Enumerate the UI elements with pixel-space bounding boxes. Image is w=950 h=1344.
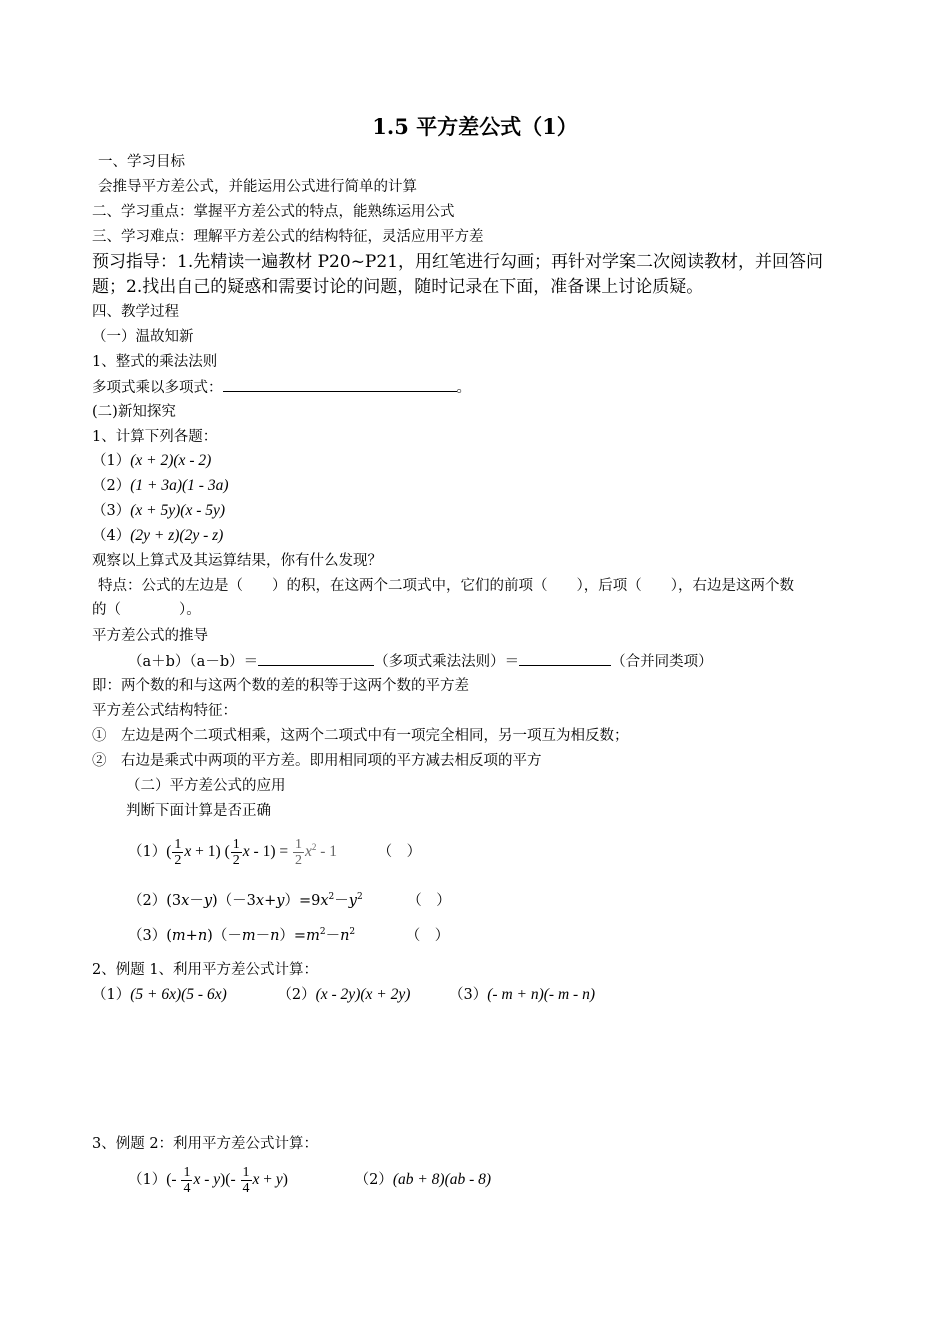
poly-rule-end: 。	[456, 380, 471, 396]
preview-line-2: 题；2.找出自己的疑惑和需要讨论的问题，随时记录在下面，准备课上讨论质疑。	[92, 277, 704, 297]
objectives-text: 会推导平方差公式，并能运用公式进行简单的计算	[98, 179, 417, 195]
judge-heading: 判断下面计算是否正确	[126, 803, 271, 819]
review-heading: （一）温故知新	[92, 329, 194, 345]
judge-item-1: （1）( $\frac{1}{2}$ x + 1) ( $\frac{1}{2}$ x - 1) = $\frac{1}{2}$ $x^2 - 1$ （ ）	[128, 836, 422, 868]
judge-item-2: $(2)(3x-y)(-3x+y)=9x^2-y^2$ （ ）	[128, 892, 451, 909]
derivation-blank-1[interactable]	[258, 651, 374, 666]
poly-rule-line	[92, 377, 471, 398]
preview-line-1: 预习指导：1.先精读一遍教材 P20~P21，用红笔进行勾画；再针对学案二次阅读教材，并回答问	[92, 252, 824, 272]
poly-rule-label: 多项式乘以多项式：	[92, 380, 223, 396]
derivation-line	[128, 651, 713, 672]
page-title: 1.5 平方差公式（1）	[372, 114, 578, 139]
exercise-3: （3）(x + 5y)(x - 5y)	[92, 502, 226, 519]
observe-question: 观察以上算式及其运算结果，你有什么发现？	[92, 553, 382, 569]
structure-item-1: ① 左边是两个二项式相乘，这两个二项式中有一项完全相同，另一项互为相反数；	[92, 728, 629, 744]
example2-heading: 3、例题 2：利用平方差公式计算：	[92, 1136, 319, 1152]
derivation-left: （a＋b）（a－b）＝	[128, 654, 259, 670]
judge-paren-1[interactable]: （ ）	[377, 844, 422, 860]
structure-item-2: ② 右边是乘式中两项的平方差。即用相同项的平方减去相反项的平方	[92, 753, 542, 769]
rule-heading: 1、整式的乘法法则	[92, 354, 218, 370]
structure-heading: 平方差公式结构特征：	[92, 703, 237, 719]
judge-paren-2[interactable]: （ ）	[407, 893, 451, 909]
exercise-1: （1）(x + 2)(x - 2)	[92, 452, 212, 469]
derivation-mid: （多项式乘法法则）＝	[374, 654, 520, 670]
difficulty: 三、学习难点：理解平方差公式的结构特征，灵活应用平方差	[92, 229, 484, 245]
key-point: 二、学习重点：掌握平方差公式的特点，能熟练运用公式	[92, 204, 455, 220]
example1-heading: 2、例题 1、利用平方差公式计算：	[92, 962, 319, 978]
feature-line-2: 的（ ）。	[92, 602, 201, 618]
compute-heading: 1、计算下列各题：	[92, 429, 218, 445]
explore-heading: (二)新知探究	[92, 404, 176, 420]
judge-item-3: $(3)(m+n)(-m-n)=m^2-n^2$ （ ）	[128, 927, 450, 944]
objectives-heading: 一、学习目标	[98, 154, 185, 170]
feature-line-1: 特点：公式的左边是（ ）的积，在这两个二项式中，它们的前项（ ），后项（ ），右边是这两个数	[98, 578, 794, 594]
poly-rule-blank[interactable]	[223, 377, 457, 392]
judge-paren-3[interactable]: （ ）	[405, 928, 450, 944]
derivation-blank-2[interactable]	[519, 651, 611, 666]
exercise-2: （2）(1 + 3a)(1 - 3a)	[92, 477, 229, 494]
derivation-right: （合并同类项）	[611, 654, 713, 670]
example2-items: （1）(- $\frac{1}{4}$ x - y)(- $\frac{1}{4}$ x + y) （2）(ab + 8)(ab - 8)	[128, 1164, 492, 1196]
example1-items: （1）(5 + 6x)(5 - 6x) （2）(x - 2y)(x + 2y) （3）(- m + n)(- m - n)	[92, 986, 595, 1003]
derivation-heading: 平方差公式的推导	[92, 628, 208, 644]
exercise-4: （4）(2y + z)(2y - z)	[92, 527, 224, 544]
formula-statement: 即：两个数的和与这两个数的差的积等于这两个数的平方差	[92, 678, 469, 694]
application-heading: （二）平方差公式的应用	[126, 778, 286, 794]
process-heading: 四、教学过程	[92, 304, 179, 320]
